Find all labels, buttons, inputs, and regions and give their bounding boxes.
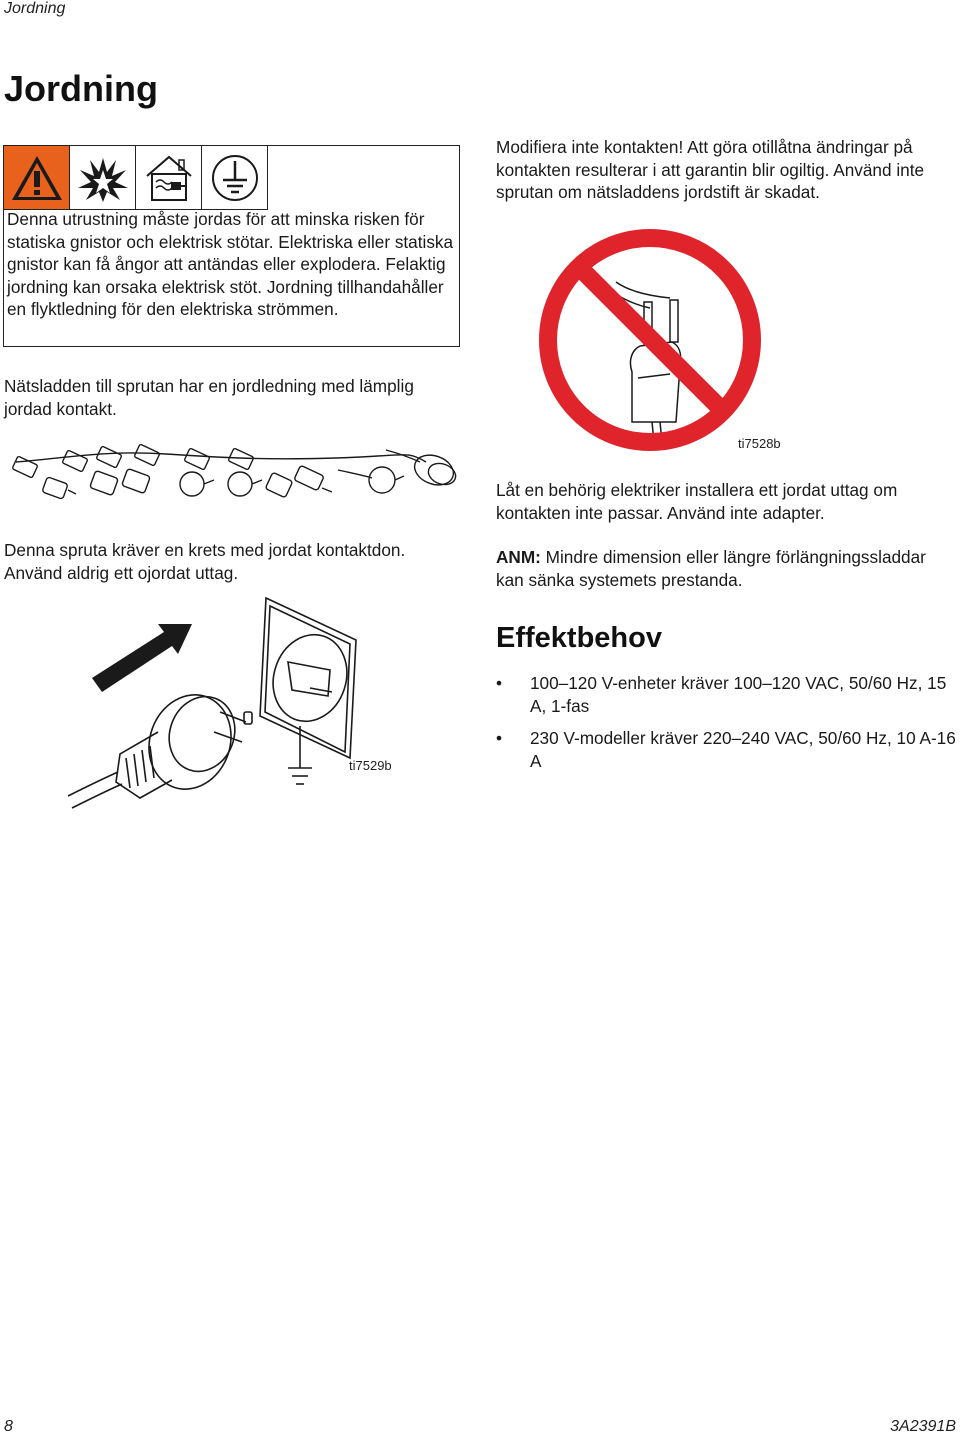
requirements-list bbox=[496, 672, 958, 782]
warning-triangle-icon bbox=[4, 146, 70, 210]
warning-text: Denna utrustning måste jordas för att minska risken för statiska gnistor och elektrisk stötar. Elektriska eller statiska gnistor kan få ångor att antändas eller explodera. Felaktig jordning kan orsaka elektrisk stöt. Jordning tillhandahåller en flyktledning för den elektriska strömmen. bbox=[7, 209, 454, 320]
modify-text: Modifiera inte kontakten! Att göra otillåtna ändringar på kontakten resulterar i att garantin blir ogiltig. Använd inte sprutan om nätsladdens jordstift är skadat. bbox=[496, 137, 925, 203]
bullet-glyph: • bbox=[496, 673, 503, 693]
outlet-plug-illustration bbox=[60, 592, 400, 822]
list-item-text: 230 V-modeller kräver 220–240 VAC, 50/60 Hz, 10 A-16 A bbox=[530, 728, 956, 771]
ground-symbol-icon bbox=[202, 146, 268, 210]
running-header: Jordning bbox=[4, 0, 66, 17]
circuit-text: Denna spruta kräver en krets med jordat kontaktdon. Använd aldrig ett ojordat uttag. bbox=[4, 540, 406, 583]
list-item bbox=[496, 727, 958, 772]
warning-icon-strip bbox=[4, 146, 268, 210]
list-item bbox=[496, 672, 958, 717]
note-text: Mindre dimension eller längre förlängningssladdar kan sänka systemets prestanda. bbox=[496, 547, 926, 590]
electrician-text: Låt en behörig elektriker installera ett jordat uttag om kontakten inte passar. Använd inte adapter. bbox=[496, 480, 898, 523]
bullet-glyph: • bbox=[496, 728, 503, 749]
figure2-caption: ti7529b bbox=[349, 758, 392, 773]
section-title: Effektbehov bbox=[496, 622, 662, 654]
warning-box bbox=[3, 145, 460, 347]
explosion-icon bbox=[70, 146, 136, 210]
list-item-text: 100–120 V-enheter kräver 100–120 VAC, 50/60 Hz, 15 A, 1-fas bbox=[530, 673, 947, 716]
note-paragraph bbox=[496, 546, 958, 591]
prohibition-figure bbox=[520, 222, 790, 458]
page-number: 8 bbox=[4, 1418, 13, 1435]
document-id: 3A2391B bbox=[890, 1418, 956, 1435]
page-title: Jordning bbox=[4, 68, 158, 109]
figure1-caption: ti7528b bbox=[738, 436, 781, 451]
plug-types-illustration bbox=[6, 440, 468, 510]
house-spark-icon bbox=[136, 146, 202, 210]
cord-text: Nätsladden till sprutan har en jordledning med lämplig jordad kontakt. bbox=[4, 376, 414, 419]
note-label: ANM: bbox=[496, 547, 541, 567]
